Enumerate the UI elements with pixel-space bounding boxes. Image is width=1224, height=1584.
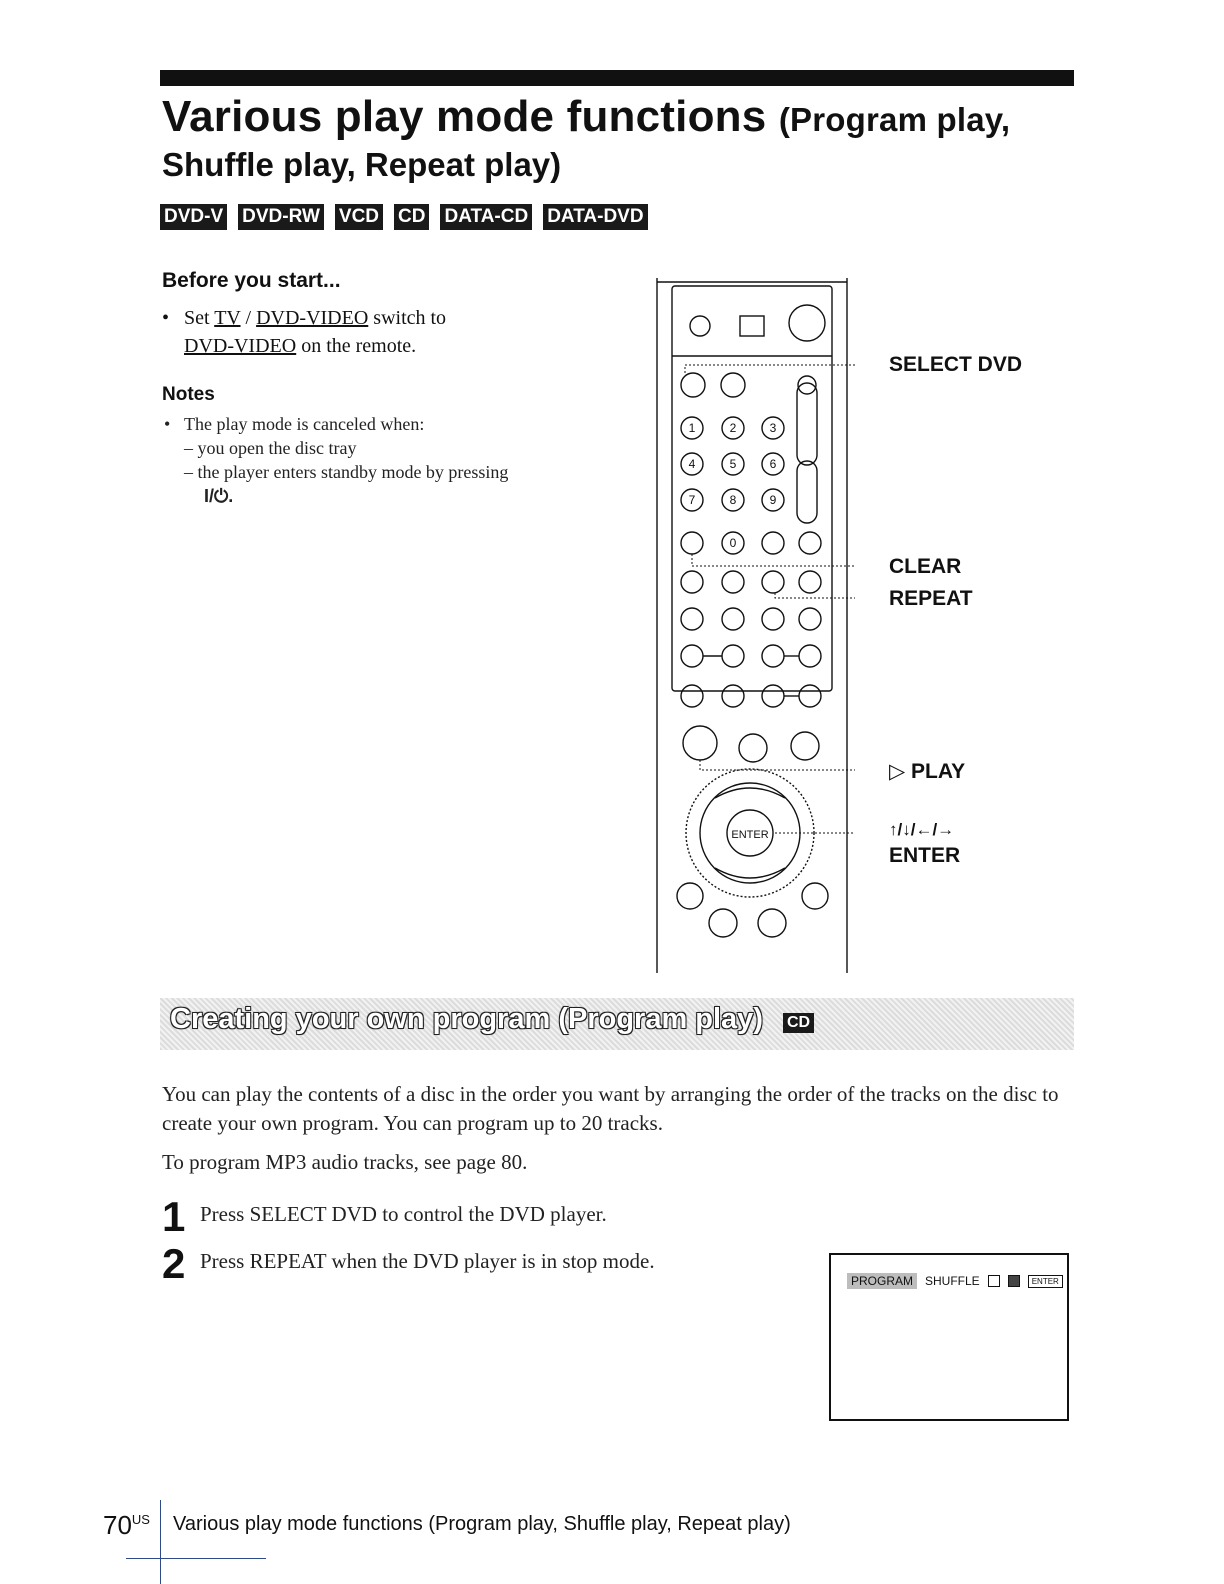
badge-data-cd: DATA-CD <box>440 204 532 230</box>
step-text: Press REPEAT when the DVD player is in stop mode. <box>200 1249 655 1273</box>
key-label-8: 8 <box>729 493 737 507</box>
notes-line: The play mode is canceled when: <box>184 414 425 434</box>
before-text: Set TV / DVD-VIDEO switch to DVD-VIDEO on the remote. <box>184 307 447 357</box>
clear-leader <box>692 554 855 566</box>
volume-rocker-icon <box>797 383 817 465</box>
notes-dash-2: – the player enters standby mode by pressing <box>184 462 509 482</box>
page-number: $70^{US}$ <box>103 1510 150 1540</box>
key-label-3: 3 <box>769 421 777 435</box>
intro-paragraph: You can play the contents of a disc in the order you want by arranging the order of the tracks on the disc to create your own program. You can program up to 20 tracks. <box>162 1082 1059 1135</box>
badge-dvd-v: DVD-V <box>160 204 227 230</box>
eject-button-icon <box>690 316 710 336</box>
key-label-4: 4 <box>688 457 696 471</box>
step-number: 1 <box>162 1193 186 1240</box>
key-label-1: 1 <box>688 421 696 435</box>
header-rule <box>160 70 1074 86</box>
notes-dash-1: – you open the disc tray <box>184 438 357 458</box>
play-arrow-icon: ▷ <box>889 760 906 783</box>
select-dvd-button-icon <box>681 373 705 397</box>
callout-play: ▷ PLAY <box>889 760 966 783</box>
section-title: Creating your own program (Program play) <box>170 1003 763 1035</box>
before-bullet <box>162 304 602 360</box>
power-symbol: I/⏻. <box>204 486 234 506</box>
badge-dvd-rw: DVD-RW <box>238 204 324 230</box>
footer-rule <box>126 1558 266 1559</box>
badge-data-dvd: DATA-DVD <box>543 204 647 230</box>
bullet-dot: • <box>162 307 170 329</box>
enter-key-label: ENTER <box>731 829 769 841</box>
title-paren: (Program play, <box>778 101 1011 138</box>
callout-repeat: REPEAT <box>889 587 973 610</box>
callout-arrows: ↑/↓/←/→ <box>889 820 955 839</box>
repeat-leader <box>775 593 855 598</box>
mp3-note: To program MP3 audio tracks, see page 80. <box>162 1150 528 1174</box>
notes-bullet: • <box>164 414 171 434</box>
remote-illustration <box>655 278 855 978</box>
screen-arrow-icon <box>988 1275 1000 1287</box>
power-button-icon <box>789 305 825 341</box>
pause-button-icon <box>739 734 767 762</box>
footer-separator <box>160 1500 161 1584</box>
badge-cd: CD <box>394 204 429 230</box>
callout-enter: ENTER <box>889 844 961 867</box>
callout-clear: CLEAR <box>889 555 962 578</box>
callout-select-dvd: SELECT DVD <box>889 353 1023 376</box>
key-label-0: 0 <box>729 536 737 550</box>
play-button-icon <box>683 726 717 760</box>
repeat-button-icon <box>762 571 784 593</box>
step-text: Press SELECT DVD to control the DVD player. <box>200 1202 607 1226</box>
clear-button-icon <box>681 532 703 554</box>
page-title <box>162 92 1010 145</box>
tray-button-icon <box>740 316 764 336</box>
title-main: Various play mode functions <box>162 92 767 141</box>
notes-list <box>162 412 602 508</box>
section-badge-cd: CD <box>783 1013 814 1033</box>
before-heading: Before you start... <box>162 269 341 292</box>
key-label-2: 2 <box>729 421 737 435</box>
key-label-9: 9 <box>769 493 777 507</box>
screen-arrow-icon-2 <box>1008 1275 1020 1287</box>
badge-vcd: VCD <box>335 204 383 230</box>
key-label-5: 5 <box>729 457 737 471</box>
channel-rocker-icon <box>797 461 817 523</box>
screen-enter-label: ENTER <box>1028 1275 1063 1288</box>
screen-program-label: PROGRAM <box>847 1273 917 1289</box>
select-dvd-leader <box>685 365 855 373</box>
footer-title: Various play mode functions (Program play, Shuffle play, Repeat play) <box>173 1513 791 1535</box>
play-leader <box>700 760 855 770</box>
tv-screen-display <box>829 1253 1069 1421</box>
stop-button-icon <box>791 732 819 760</box>
step-number: 2 <box>162 1240 186 1287</box>
key-label-6: 6 <box>769 457 777 471</box>
screen-shuffle-label: SHUFFLE <box>925 1274 980 1288</box>
key-label-7: 7 <box>688 493 696 507</box>
disc-type-badges <box>160 204 648 230</box>
screen-mode-row <box>847 1273 1063 1289</box>
page-title-line2: Shuffle play, Repeat play) <box>162 146 562 183</box>
notes-heading: Notes <box>162 384 215 405</box>
